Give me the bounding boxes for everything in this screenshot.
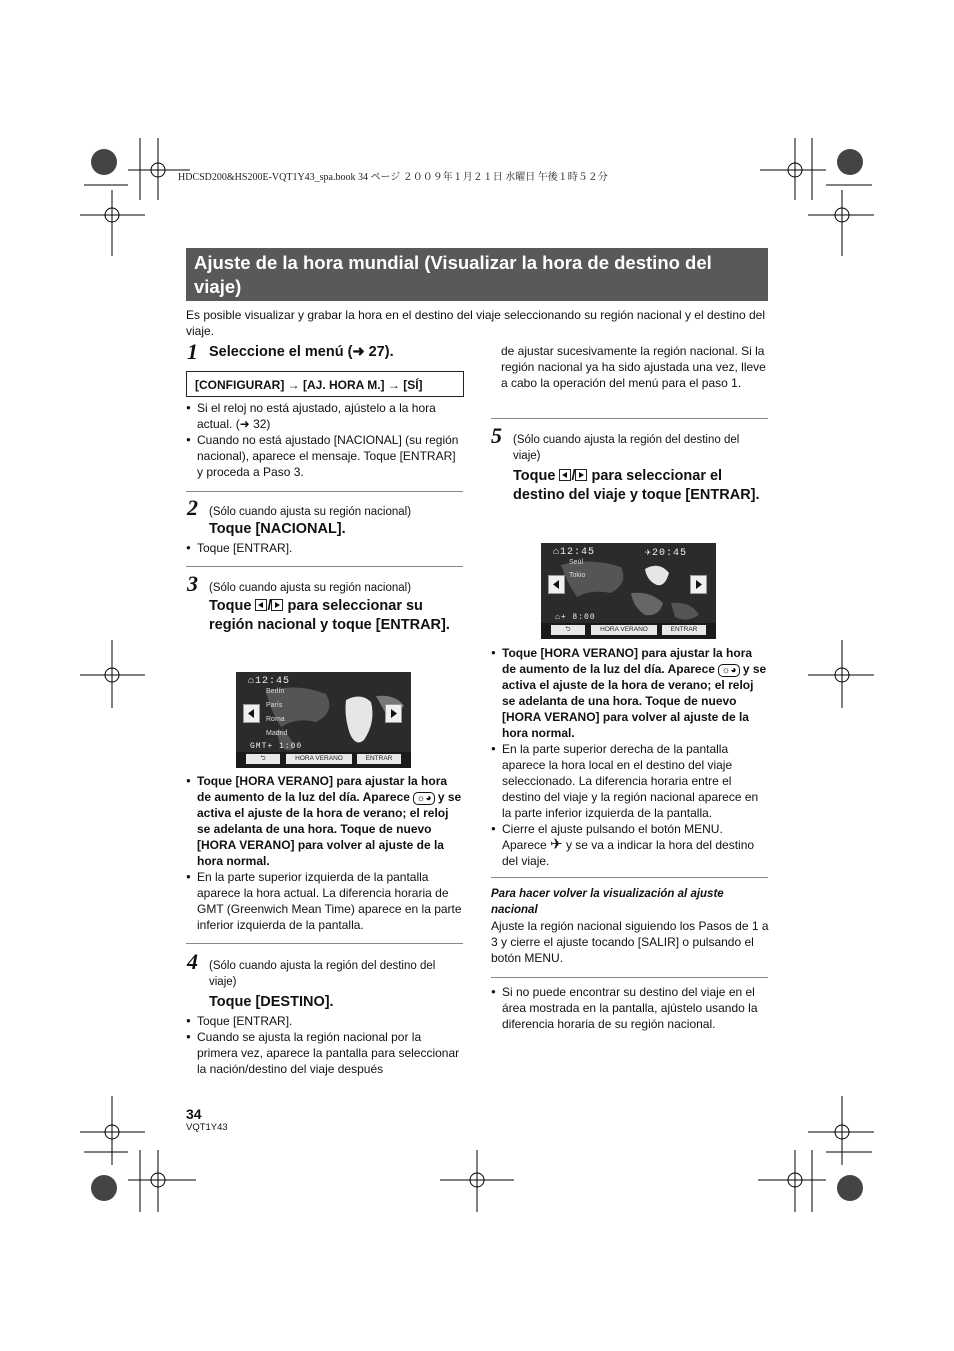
hora-verano-button[interactable]: HORA VERANO [286, 754, 352, 764]
step-2-condition: (Sólo cuando ajusta su región nacional) [209, 506, 412, 518]
summer-time-icon: ☼◕ [413, 792, 434, 805]
entrar-button[interactable]: ENTRAR [662, 625, 706, 635]
step-2-number: 2 [187, 495, 198, 520]
back-button[interactable]: ⮌ [551, 625, 585, 635]
map-right-button[interactable] [690, 575, 707, 594]
left-arrow-icon [255, 599, 267, 611]
final-note: ● Si no puede encontrar su destino del viaje en el área mostrada en la pantalla, ajústelo usando la diferencia horaria de su región nacional. [491, 984, 769, 1032]
home-icon: ⌂ [553, 547, 561, 558]
time-difference: ⌂+ 8:00 [555, 613, 596, 622]
divider [491, 877, 768, 878]
home-clock: ⌂12:45 [248, 676, 291, 687]
city-paris: París [266, 702, 283, 709]
step-4-number: 4 [187, 949, 198, 974]
step-4-bullet-2-part1: ● Cuando se ajusta la región nacional por la primera vez, aparece la pantalla para seleccionar la nación/destino del viaje después [186, 1029, 464, 1077]
page-title: Ajuste de la hora mundial (Visualizar la hora de destino del viaje) [186, 248, 768, 301]
step-4-bullet-2-part2: de ajustar sucesivamente la región nacional. Si la región nacional ya ha sido ajustada una vez, lleve a cabo la operación del menú para el paso 1. [501, 344, 766, 390]
city-tokio: Tokio [569, 572, 586, 579]
step-5-bullet-1: ● Toque [HORA VERANO] para ajustar la hora de aumento de la luz del día. Aparece ☼◕ y se activa el ajuste de la hora de verano; el reloj se adelanta de una hora. Toque de nuevo [HORA VERANO] para volver al ajuste de la hora normal. [491, 645, 769, 741]
divider [491, 418, 768, 419]
step-3-number: 3 [187, 571, 198, 596]
step-5-number: 5 [491, 423, 502, 448]
gmt-offset: GMT+ 1:00 [250, 742, 303, 751]
city-berlin: Berlín [266, 688, 285, 695]
back-button[interactable]: ⮌ [246, 754, 280, 764]
right-arrow-icon [271, 599, 283, 611]
home-icon: ⌂ [555, 613, 561, 622]
destination-clock: ✈20:45 [645, 548, 688, 559]
divider [186, 491, 463, 492]
step-5-bullet-3: ● Cierre el ajuste pulsando el botón MENU. Aparece ✈ y se va a indicar la hora del destino del viaje. [491, 821, 769, 869]
divider [491, 977, 768, 978]
document-code: VQT1Y43 [186, 1122, 228, 1133]
divider [186, 943, 463, 944]
summer-time-icon: ☼◕ [718, 664, 739, 677]
city-madrid: Madrid [266, 730, 288, 737]
step-1-number: 1 [187, 339, 198, 364]
step-5-heading: Toque / para seleccionar el destino del viaje y toque [ENTRAR]. [513, 468, 760, 503]
step-4-bullet-1: ● Toque [ENTRAR]. [186, 1013, 464, 1029]
page-number: 34 [186, 1106, 202, 1122]
airplane-icon: ✈ [645, 548, 653, 559]
step-3-bullet-2: ● En la parte superior izquierda de la pantalla aparece la hora actual. La diferencia horaria de GMT (Greenwich Mean Time) aparece en la parte inferior izquierda de la pantalla. [186, 869, 464, 933]
home-icon: ⌂ [248, 676, 256, 687]
step-5-condition: (Sólo cuando ajusta la región del destino del viaje) [513, 434, 740, 462]
menu-path: [CONFIGURAR] → [AJ. HORA M.] → [SÍ] [186, 371, 464, 397]
return-note-text: Ajuste la región nacional siguiendo los Pasos de 1 a 3 y cierre el ajuste tocando [SALIR] o pulsando el botón MENU. [491, 919, 769, 965]
map-left-button[interactable] [243, 704, 260, 723]
map-left-button[interactable] [548, 575, 565, 594]
divider [186, 566, 463, 567]
step-2-bullet-1: ● Toque [ENTRAR]. [186, 540, 464, 556]
step-4-condition: (Sólo cuando ajusta la región del destino del viaje) [209, 960, 436, 988]
step-2-heading: Toque [NACIONAL]. [209, 521, 346, 537]
return-note-heading: Para hacer volver la visualización al ajuste nacional [491, 888, 724, 916]
map-right-button[interactable] [385, 704, 402, 723]
intro-text: Es posible visualizar y grabar la hora en el destino del viaje seleccionando su región nacional y el destino del viaje. [186, 308, 766, 338]
file-header: HDCSD200&HS200E-VQT1Y43_spa.book 34 ページ ２００９年１月２１日 水曜日 午後１時５２分 [178, 172, 608, 183]
step-5-bullet-2: ● En la parte superior derecha de la pantalla aparece la hora local en el destino del viaje seleccionado. La diferencia horaria entre el destino del viaje y la región nacional aparece en la parte inferior izquierda de la pantalla. [491, 741, 769, 821]
step-3-bullet-1: ● Toque [HORA VERANO] para ajustar la hora de aumento de la luz del día. Aparece ☼◕ y se activa el ajuste de la hora de verano; el reloj se adelanta de una hora. Toque de nuevo [HORA VERANO] para volver al ajuste de la hora normal. [186, 773, 464, 869]
hora-verano-button[interactable]: HORA VERANO [591, 625, 657, 635]
city-seul: Seúl [569, 559, 584, 566]
city-roma: Roma [266, 716, 285, 723]
home-clock: ⌂12:45 [553, 547, 596, 558]
step-1-bullet-1: ● Si el reloj no está ajustado, ajústelo a la hora actual. (➜ 32) [186, 400, 464, 432]
step-1-heading: Seleccione el menú (➜ 27). [209, 344, 394, 360]
home-region-screen [236, 672, 411, 768]
entrar-button[interactable]: ENTRAR [357, 754, 401, 764]
step-4-heading: Toque [DESTINO]. [209, 994, 334, 1010]
step-1-bullet-2: ● Cuando no está ajustado [NACIONAL] (su región nacional), aparece el mensaje. Toque [ENTRAR] y proceda a Paso 3. [186, 432, 464, 480]
left-arrow-icon [559, 469, 571, 481]
destination-screen [541, 543, 716, 639]
step-3-condition: (Sólo cuando ajusta su región nacional) [209, 582, 412, 594]
step-3-heading: Toque / para seleccionar su región nacional y toque [ENTRAR]. [209, 598, 450, 633]
right-arrow-icon [575, 469, 587, 481]
airplane-icon: ✈ [550, 836, 563, 853]
